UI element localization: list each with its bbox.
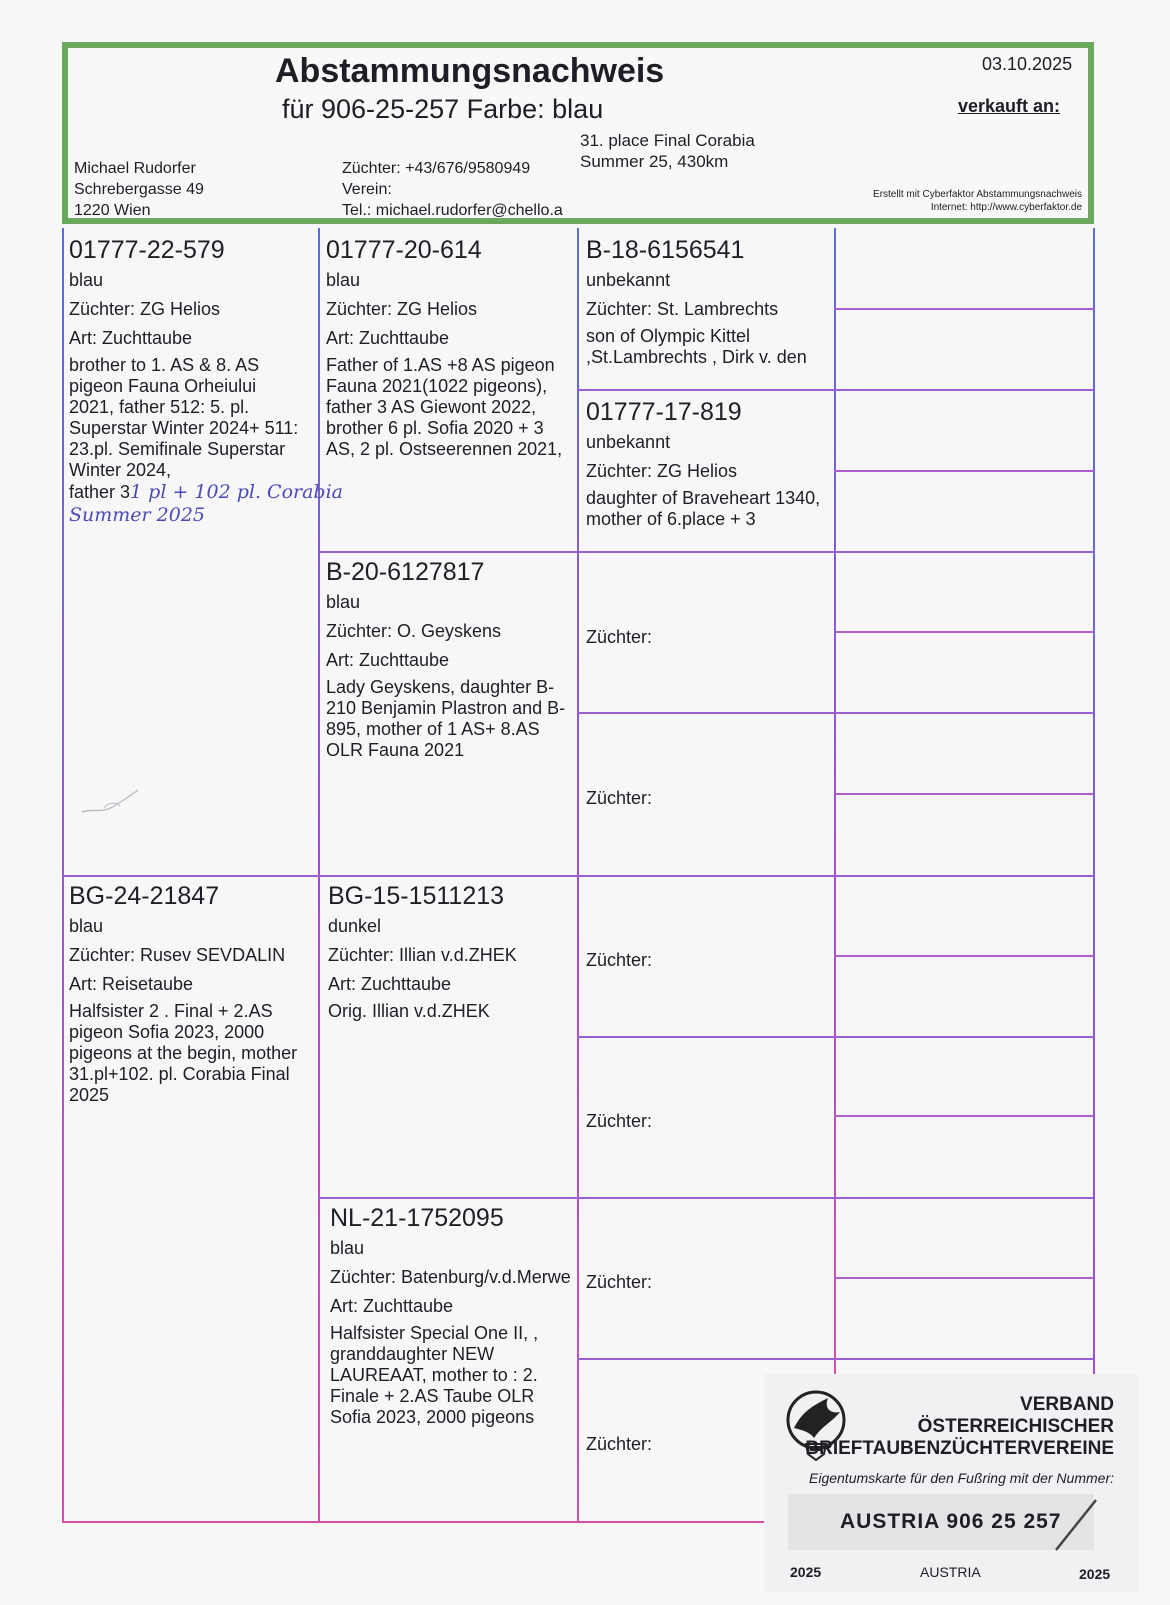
grandsire-maternal-ring: BG-15-1511213 [328,882,505,910]
owner-street: Schrebergasse 49 [74,181,204,198]
year-right: 2025 [1079,1566,1111,1582]
grandsire-maternal-card [322,880,574,1194]
ancestor-fff-ring: B-18-6156541 [586,236,745,264]
father-description-end [66,481,343,503]
grid-line [577,1358,1094,1360]
granddam-maternal-breeder: Züchter: Batenburg/v.d.Merwe [330,1267,571,1287]
ring-number-box [788,1494,1094,1550]
ancestor-fff-breeder: Züchter: St. Lambrechts [586,299,779,319]
software-credit [873,188,1082,214]
mother-color: blau [69,916,104,936]
grid-line [62,1521,770,1523]
ownership-note: Eigentumskarte für den Fußring mit der Nummer: [809,1470,1114,1486]
ownership-card [764,1374,1138,1592]
federation-name-line-3: BRIEFTAUBENZÜCHTERVEREINE [805,1438,1114,1459]
father-color: blau [69,270,104,290]
grid-line [62,875,1094,877]
grandsire-maternal-type: Art: Zuchttaube [328,974,452,994]
grandsire-paternal-type: Art: Zuchttaube [326,328,450,348]
grandsire-maternal-description: Orig. Illian v.d.ZHEK [328,1001,490,1021]
granddam-paternal-card [322,556,574,872]
grandsire-paternal-description: Father of 1.AS +8 AS pigeon Fauna 2021(1022 pigeons), father 3 AS Giewont 2022, brother 6 pl. Sofia 2020 + 3 AS, 2 pl. Ostseerennen 2021, [326,355,563,459]
grandsire-paternal-ring: 01777-20-614 [326,236,482,264]
result-note-line-1: 31. place Final Corabia [580,131,755,150]
granddam-paternal-color: blau [326,592,361,612]
ancestor-ffm-ring: 01777-17-819 [586,398,742,426]
breeder-phone: Züchter: +43/676/9580949 [342,160,531,177]
granddam-maternal-card [322,1202,582,1518]
ancestor-fff-color: unbekannt [586,270,671,290]
granddam-maternal-description: Halfsister Special One II, , granddaughter NEW LAUREAAT, mother to : 2. Finale + 2.AS Taube OLR Sofia 2023, 2000 pigeons [330,1323,539,1427]
handwritten-note-2: Summer 2025 [69,504,206,526]
contact-tel: Tel.: michael.rudorfer@chello.a [342,202,563,219]
ancestor-ffm-description: daughter of Braveheart 1340, mother of 6.place + 3 [586,488,821,529]
father-breeder: Züchter: ZG Helios [69,299,221,319]
country-label: AUSTRIA [920,1564,981,1580]
granddam-paternal-type: Art: Zuchttaube [326,650,450,670]
father-description-end-text: father 3 [69,482,131,502]
grid-line [318,551,1094,553]
grandsire-maternal-color: dunkel [328,916,382,936]
software-credit-line-1: Erstellt mit Cyberfaktor Abstammungsnachweis [873,189,1082,200]
empty-breeder-label: Züchter: [586,627,653,647]
granddam-maternal-type: Art: Zuchttaube [330,1296,454,1316]
ancestor-ffm-breeder: Züchter: ZG Helios [586,461,738,481]
ancestor-fff-card [581,234,833,386]
mother-card [66,880,316,1200]
granddam-paternal-ring: B-20-6127817 [326,558,485,586]
granddam-maternal-color: blau [330,1238,365,1258]
result-note-line-2: Summer 25, 430km [580,152,729,171]
mother-ring: BG-24-21847 [69,882,220,910]
grid-line [834,308,1094,310]
header-box [62,42,1094,224]
signature-stroke [1052,1498,1100,1554]
empty-breeder-label: Züchter: [586,788,653,808]
pencil-scribble [80,786,140,818]
ancestor-ffm-card [581,396,833,548]
father-description: brother to 1. AS & 8. AS pigeon Fauna Orheiului 2021, father 512: 5. pl. Superstar Winter 2024+ 511: 23.pl. Semifinale Superstar Winter 2024, [69,355,299,480]
breeder-contact [342,158,563,221]
grid-line [834,955,1094,957]
father-ring: 01777-22-579 [69,236,225,264]
father-card [66,234,343,554]
page-title: Abstammungsnachweis [275,52,665,90]
result-note [580,130,755,172]
ring-number: AUSTRIA 906 25 257 [840,1510,1062,1533]
date: 03.10.2025 [982,54,1073,74]
empty-breeder-label: Züchter: [586,950,653,970]
federation-name-line-1: VERBAND [1020,1394,1114,1415]
empty-breeder-label: Züchter: [586,1434,653,1454]
granddam-paternal-breeder: Züchter: O. Geyskens [326,621,502,641]
club-label: Verein: [342,181,392,198]
ancestor-fff-description: son of Olympic Kittel ,St.Lambrechts , Dirk v. den [586,326,807,367]
grid-line [834,793,1094,795]
federation-name-line-2: ÖSTERREICHISCHER [917,1416,1114,1437]
year-left: 2025 [790,1564,822,1580]
empty-breeder-label: Züchter: [586,1111,653,1131]
grandsire-paternal-breeder: Züchter: ZG Helios [326,299,478,319]
grid-line [1093,228,1095,1378]
federation-name [805,1394,1114,1460]
sold-to-label: verkauft an: [958,96,1061,116]
father-type: Art: Zuchttaube [69,328,193,348]
mother-description: Halfsister 2 . Final + 2.AS pigeon Sofia 2023, 2000 pigeons at the begin, mother 31.pl+102. pl. Corabia Final 2025 [69,1001,298,1105]
grid-line [834,631,1094,633]
owner-name: Michael Rudorfer [74,160,196,177]
grid-line [834,1115,1094,1117]
grid-line [834,470,1094,472]
grid-line [834,228,836,1378]
grid-line [577,712,1094,714]
grid-line [577,1036,1094,1038]
ancestor-ffm-color: unbekannt [586,432,671,452]
grandsire-maternal-breeder: Züchter: Illian v.d.ZHEK [328,945,517,965]
granddam-paternal-description: Lady Geyskens, daughter B-210 Benjamin Plastron and B-895, mother of 1 AS+ 8.AS OLR Fauna 2021 [326,677,566,760]
empty-breeder-label: Züchter: [586,1272,653,1292]
grandsire-paternal-card [322,234,574,548]
granddam-maternal-ring: NL-21-1752095 [330,1204,504,1232]
owner-address [74,158,204,221]
mother-breeder: Züchter: Rusev SEVDALIN [69,945,286,965]
grid-line [834,1277,1094,1279]
grid-line [577,389,1094,391]
grid-line [318,1197,1094,1199]
grandsire-paternal-color: blau [326,270,361,290]
owner-city: 1220 Wien [74,202,151,219]
handwritten-note-1: 1 pl + 102 pl. Corabia [130,481,343,503]
software-credit-line-2: Internet: http://www.cyberfaktor.de [930,202,1082,213]
mother-type: Art: Reisetaube [69,974,194,994]
page-subtitle: für 906-25-257 Farbe: blau [282,94,604,124]
